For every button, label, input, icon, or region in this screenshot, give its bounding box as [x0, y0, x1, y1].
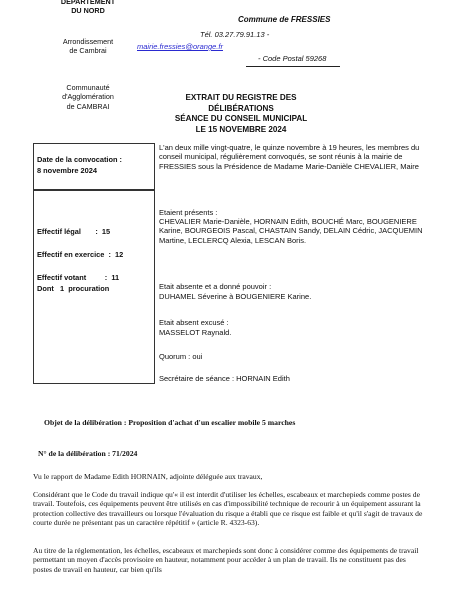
arrondissement-line-2: de Cambrai [69, 46, 107, 56]
convocation-date: 8 novembre 2024 [37, 166, 97, 175]
header-divider [246, 66, 340, 67]
considerant-text: Considérant que le Code du travail indique qu'« il est interdit d'utiliser les échelles, escabeaux et marchepieds comme postes de travail. Toutefois, ces équipements peuvent être utilisés en cas d'impossibilité technique de recourir à un équipement assurant la protection collective des travailleurs ou lorsque l'évaluation du risque a établi que ce risque est faible et qu'il s'agit de travaux de courte durée ne présentant pas un caractère répétitif » (article R. 4323-63). [33, 490, 423, 527]
communaute-line-1: Communauté [66, 83, 110, 92]
title-line-2: SÉANCE DU CONSEIL MUNICIPAL [174, 114, 308, 123]
title-line-1: EXTRAIT DU REGISTRE DES DÉLIBÉRATIONS [185, 93, 297, 113]
document-title [154, 93, 328, 135]
effectif-votant: Effectif votant : 11 [37, 273, 120, 282]
commune-name: Commune de FRESSIES [238, 15, 331, 24]
deliberation-object: Objet de la délibération : Proposition d'achat d'un escalier mobile 5 marches [44, 418, 296, 427]
procuration: Dont 1 procuration [37, 284, 110, 293]
effectif-exercice: Effectif en exercice : 12 [37, 250, 124, 259]
secretaire: Secrétaire de séance : HORNAIN Edith [159, 374, 290, 383]
department-block [48, 0, 128, 16]
arrondissement-line-1: Arrondissement [62, 37, 114, 46]
convocation-label: Date de la convocation : [37, 155, 123, 164]
quorum: Quorum : oui [159, 352, 203, 361]
effectif-legal: Effectif légal : 15 [37, 227, 111, 236]
communaute-block [38, 83, 138, 111]
email-link[interactable]: mairie.fressies@orange.fr [137, 42, 223, 51]
convocation-box [33, 143, 155, 191]
absent-excuse-label: Etait absent excusé : [159, 318, 229, 327]
title-line-3: LE 15 NOVEMBRE 2024 [195, 124, 287, 134]
arrondissement-block [42, 37, 134, 56]
department-line-2: DU NORD [71, 6, 105, 16]
absente-pouvoir: DUHAMEL Séverine à BOUGENIERE Karine. [159, 292, 312, 301]
postal-code: - Code Postal 59268 [258, 54, 327, 63]
deliberation-number: N° de la délibération : 71/2024 [38, 449, 138, 458]
rapport-text: Vu le rapport de Madame Edith HORNAIN, adjointe déléguée aux travaux, [33, 472, 263, 481]
absent-excuse: MASSELOT Raynald. [159, 328, 232, 337]
telephone: Tél. 03.27.79.91.13 - [200, 30, 270, 39]
presents-list: CHEVALIER Marie-Danièle, HORNAIN Edith, BOUCHÉ Marc, BOUGENIERE Karine, BOURGEOIS Pascal, CHASTAIN Sandy, DELAIN Cédric, JACQUEMIN Martine, LECLERCQ Alexia, LESCAN Boris. [159, 217, 423, 245]
effectifs-box [33, 189, 155, 384]
reglementation-text: Au titre de la réglementation, les échelles, escabeaux et marchepieds sont donc à considérer comme des équipements de travail permettant un moyen d'accès provisoire en hauteur, notamment pour accéder à un plan de travail. Ils ne constituent pas des postes de travail en hauteur, car bien qu'ils [33, 546, 419, 574]
communaute-line-3: de CAMBRAI [66, 101, 110, 111]
communaute-line-2: d'Agglomération [62, 92, 114, 102]
absente-pouvoir-label: Etait absente et a donné pouvoir : [159, 282, 272, 291]
session-intro: L'an deux mille vingt-quatre, le quinze novembre à 19 heures, les membres du conseil municipal, régulièrement convoqués, se sont réunis à la mairie de FRESSIES sous la Présidence de Madame Marie-Danièle CHEVALIER, Maire [159, 143, 420, 171]
presents-label: Etaient présents : [159, 208, 218, 217]
department-line-1: DEPARTEMENT [60, 0, 116, 6]
